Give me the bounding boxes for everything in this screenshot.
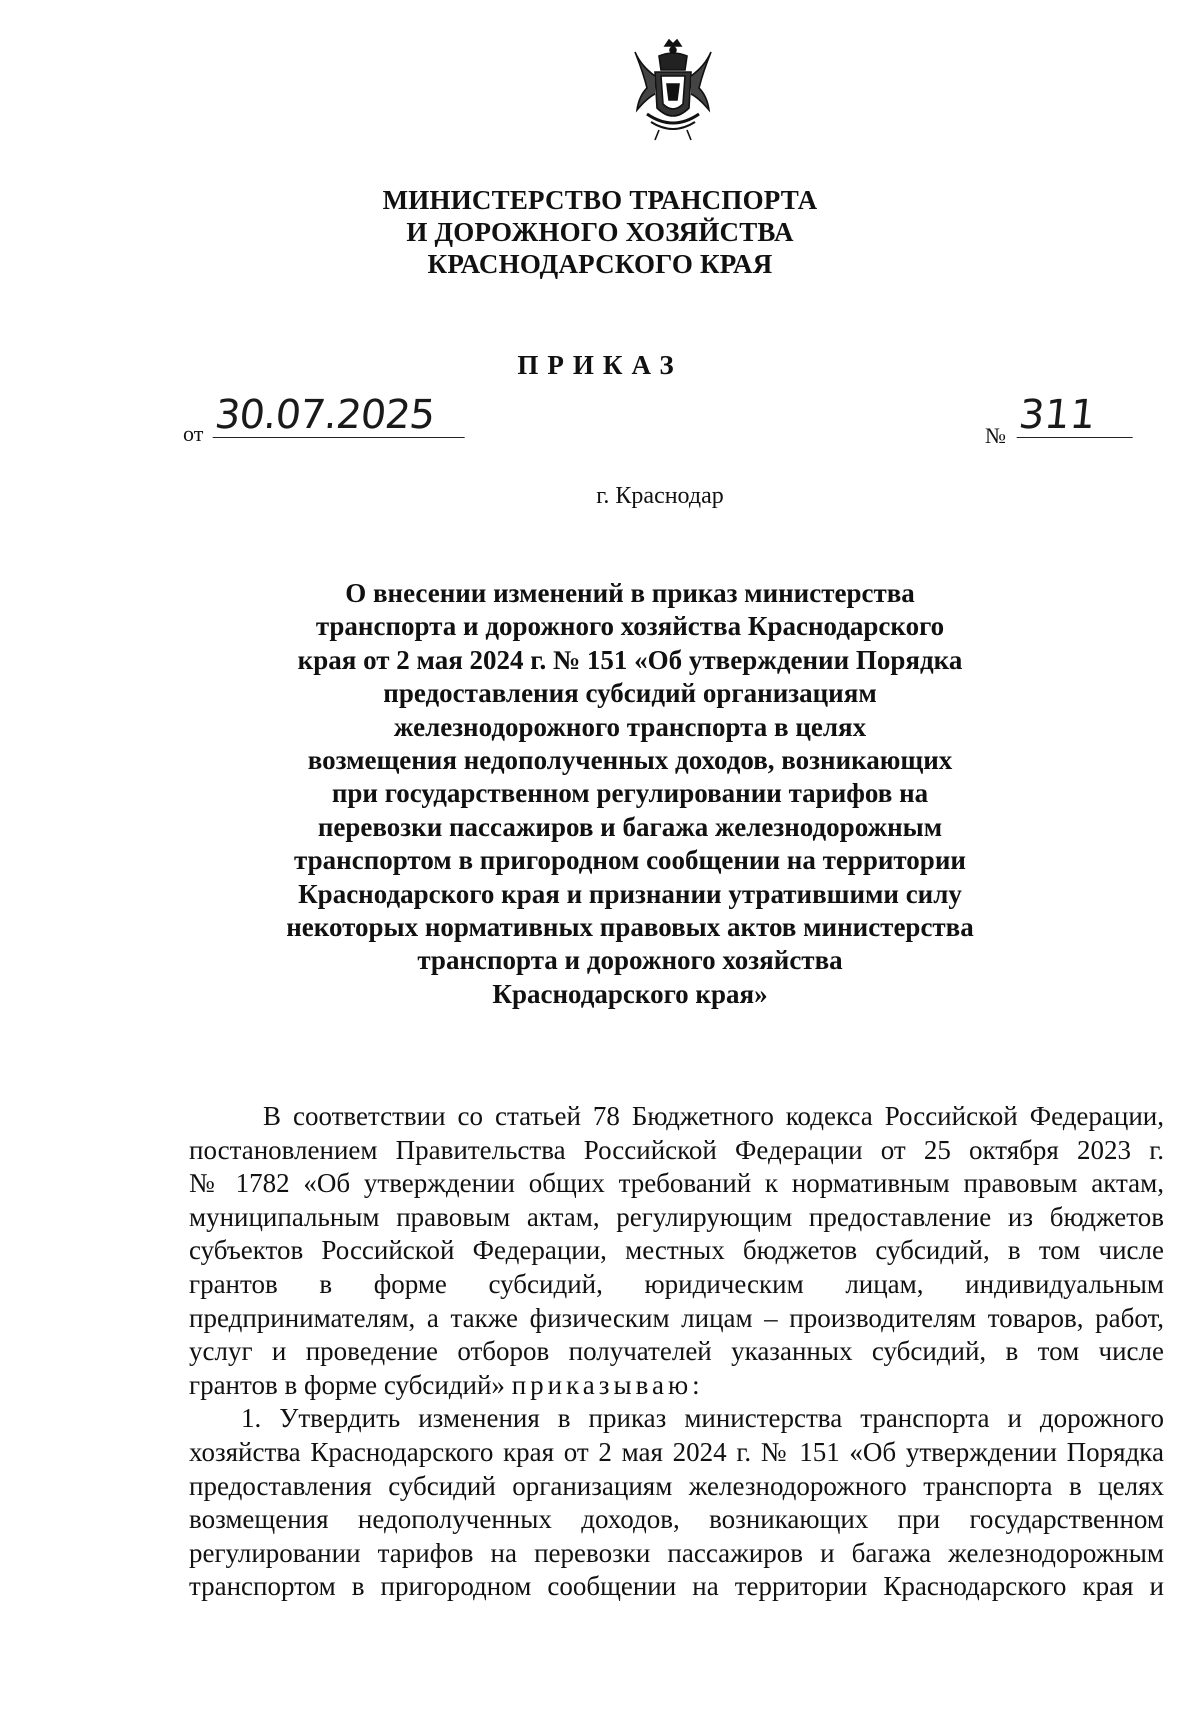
ministry-line: И ДОРОЖНОГО ХОЗЯЙСТВА bbox=[406, 217, 794, 247]
body-line: субъектов Российской Федерации, местных бюджетов субсидий, в том числе bbox=[189, 1235, 1164, 1266]
number-handwritten: 311 bbox=[1017, 393, 1138, 438]
subject-line: при государственном регулировании тарифов на bbox=[331, 778, 929, 809]
krasnodar-coat-of-arms-icon bbox=[625, 36, 721, 142]
body-line: грантов в форме субсидий, юридическим лицам, индивидуальным bbox=[189, 1268, 1164, 1299]
subject-line: перевозки пассажиров и багажа железнодорожным bbox=[317, 811, 943, 842]
subject-line: О внесении изменений в приказ министерства bbox=[345, 578, 915, 608]
body-line bbox=[189, 1369, 1164, 1403]
body-line: В соответствии со статьей 78 Бюджетного кодекса Российской Федерации, bbox=[263, 1101, 1164, 1131]
date-prefix: от bbox=[183, 421, 204, 446]
order-title: ПРИКАЗ bbox=[517, 350, 683, 380]
body-line: транспортом в пригородном сообщении на территории Краснодарского края и bbox=[189, 1571, 1164, 1602]
subject-line: возмещения недополученных доходов, возникающих bbox=[307, 745, 953, 776]
body-line: предпринимателям, а также физическим лицам – производителям товаров, работ, bbox=[189, 1302, 1164, 1333]
order-number bbox=[985, 393, 1145, 453]
subject-line: железнодорожного транспорта в целях bbox=[393, 711, 867, 742]
body-line: возмещения недополученных доходов, возникающих при государственном bbox=[189, 1504, 1164, 1535]
subject-line: Краснодарского края и признании утратившими силу bbox=[298, 878, 962, 909]
ministry-line: КРАСНОДАРСКОГО КРАЯ bbox=[427, 249, 773, 279]
city: г. Краснодар bbox=[596, 483, 724, 509]
subject-line: транспорта и дорожного хозяйства bbox=[417, 945, 843, 976]
body-line: муниципальным правовым актам, регулирующим предоставление из бюджетов bbox=[189, 1201, 1164, 1232]
body-line: хозяйства Краснодарского края от 2 мая 2024 г. № 151 «Об утверждении Порядка bbox=[189, 1436, 1164, 1467]
order-subject bbox=[250, 577, 1010, 1011]
body-line: № 1782 «Об утверждении общих требований к нормативным правовым актам, bbox=[189, 1168, 1164, 1199]
body-line-text: грантов в форме субсидий» bbox=[189, 1369, 505, 1400]
body-line: постановлением Правительства Российской Федерации от 25 октября 2023 г. bbox=[189, 1134, 1164, 1165]
subject-line: Краснодарского края» bbox=[492, 978, 768, 1009]
subject-line: транспортом в пригородном сообщении на территории bbox=[294, 845, 966, 876]
number-prefix: № bbox=[985, 423, 1006, 448]
ministry-line: МИНИСТЕРСТВО ТРАНСПОРТА bbox=[382, 185, 818, 215]
order-date bbox=[183, 393, 483, 453]
order-body bbox=[189, 1100, 1164, 1604]
date-handwritten: 30.07.2025 bbox=[213, 393, 470, 438]
body-line: регулировании тарифов на перевозки пассажиров и багажа железнодорожным bbox=[189, 1537, 1164, 1568]
order-word: приказываю: bbox=[511, 1369, 704, 1400]
subject-line: предоставления субсидий организациям bbox=[383, 678, 877, 709]
body-line: 1. Утвердить изменения в приказ министерства транспорта и дорожного bbox=[241, 1403, 1164, 1434]
subject-line: некоторых нормативных правовых актов министерства bbox=[286, 912, 974, 943]
body-line: услуг и проведение отборов получателей указанных субсидий, в том числе bbox=[189, 1336, 1164, 1367]
ministry-name bbox=[300, 184, 900, 280]
body-line: предоставления субсидий организациям железнодорожного транспорта в целях bbox=[189, 1470, 1164, 1501]
subject-line: края от 2 мая 2024 г. № 151 «Об утверждении Порядка bbox=[297, 644, 963, 675]
subject-line: транспорта и дорожного хозяйства Краснодарского bbox=[315, 611, 945, 642]
